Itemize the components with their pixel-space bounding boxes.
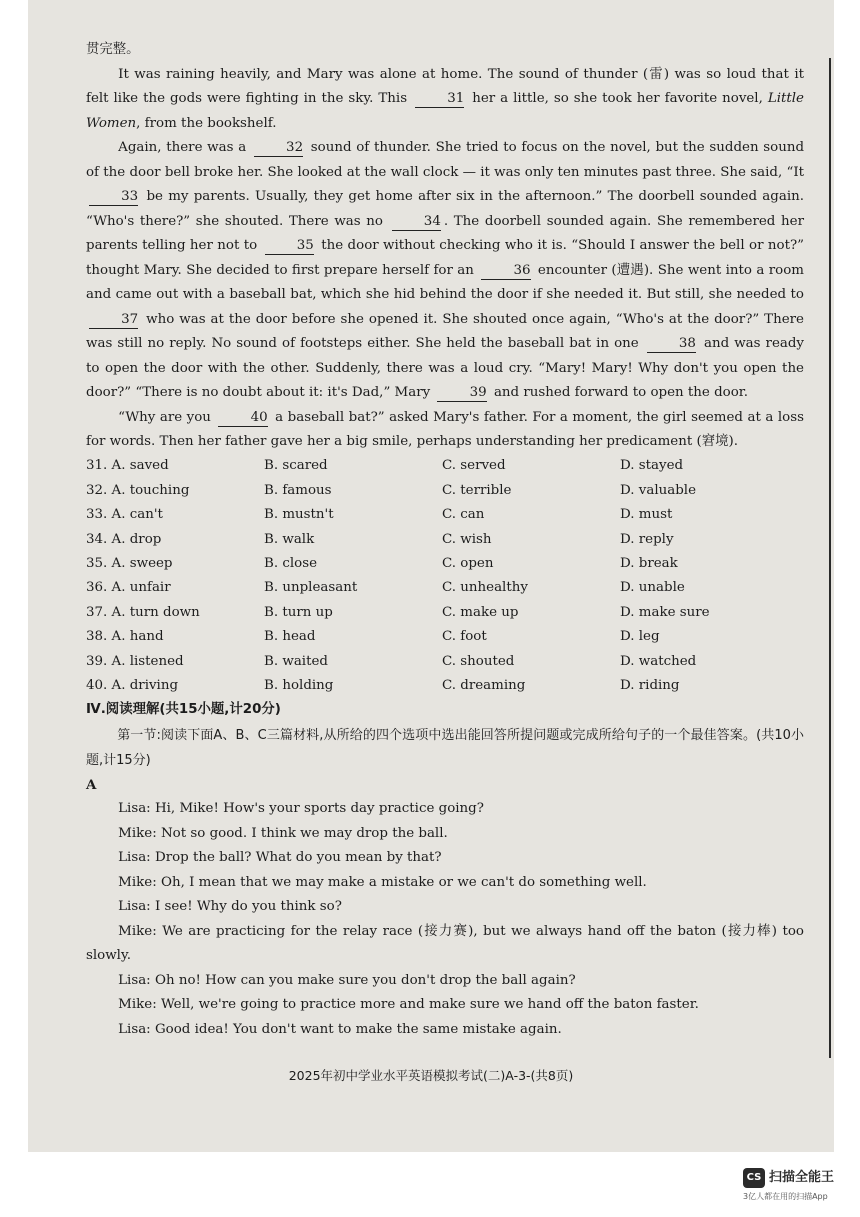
- option-c: C. make up: [442, 604, 519, 620]
- speaker: Mike:: [118, 874, 157, 890]
- speaker: Mike:: [118, 997, 157, 1013]
- option-d: D. watched: [620, 653, 697, 669]
- option-c: C. terrible: [442, 482, 512, 498]
- header-fragment: 贯完整。: [86, 42, 140, 57]
- text-span: It was raining heavily, and Mary was alone at home. The sound of thunder (雷) was so loud that it felt like the gods were fighting in the sky. This: [86, 66, 804, 106]
- option-b: B. walk: [264, 531, 315, 547]
- option-b: B. head: [264, 629, 316, 645]
- option-a: 34. A. drop: [86, 531, 162, 547]
- text-span: and rushed forward to open the door.: [493, 385, 748, 400]
- text-span: encounter (遭遇). She went into a room and came out with a baseball bat, which she hid behind the door if she needed it. But still, she needed to: [86, 262, 804, 302]
- option-a: 37. A. turn down: [86, 604, 200, 620]
- dialog: [86, 797, 804, 1042]
- page-footer: 2025年初中学业水平英语模拟考试(二)A-3-(共8页): [288, 1068, 574, 1083]
- option-c: C. dreaming: [442, 677, 526, 693]
- watermark-name: 扫描全能王: [769, 1170, 835, 1185]
- option-row: [86, 601, 804, 625]
- option-a: 35. A. sweep: [86, 556, 173, 572]
- option-a: 33. A. can't: [86, 507, 163, 523]
- blank-35: 35: [265, 238, 314, 255]
- option-c: C. open: [442, 556, 494, 572]
- option-b: B. mustn't: [264, 507, 334, 523]
- text-span: a baseball bat?” asked Mary's father. For a moment, the girl seemed at a loss for words. Then her father gave her a big smile, perhaps understanding her predicament (窘境).: [86, 409, 804, 449]
- speaker: Lisa:: [118, 972, 151, 988]
- option-c: C. shouted: [442, 653, 515, 669]
- option-row: [86, 479, 804, 503]
- option-d: D. break: [620, 556, 678, 572]
- speaker: Lisa:: [118, 1021, 151, 1037]
- option-d: D. riding: [620, 677, 680, 693]
- dialog-line: [86, 871, 804, 896]
- blank-32: 32: [254, 140, 303, 157]
- dialog-text: Not so good. I think we may drop the ball.: [160, 825, 448, 841]
- option-a: 40. A. driving: [86, 677, 179, 693]
- watermark-tagline: 3亿人都在用的扫描App: [743, 1192, 828, 1201]
- dialog-text: Good idea! You don't want to make the same mistake again.: [154, 1021, 562, 1037]
- answer-options: [86, 455, 804, 699]
- dialog-line: [86, 993, 804, 1018]
- scanner-watermark: [743, 1166, 843, 1206]
- blank-36: 36: [481, 263, 530, 280]
- text-span: , from the bookshelf.: [136, 115, 277, 131]
- option-c: C. foot: [442, 629, 487, 645]
- option-d: D. reply: [620, 531, 674, 547]
- text-span: be my parents. Usually, they get home after six in the afternoon.” The doorbell sounded again. “Who's there?” she shouted. There was no: [86, 189, 804, 229]
- option-row: [86, 528, 804, 552]
- option-b: B. turn up: [264, 604, 333, 620]
- dialog-line: [86, 920, 804, 969]
- option-row: [86, 576, 804, 600]
- cs-logo-icon: CS: [743, 1168, 765, 1188]
- option-b: B. close: [264, 556, 317, 572]
- dialog-line: [86, 797, 804, 822]
- option-d: D. must: [620, 507, 673, 523]
- option-d: D. valuable: [620, 482, 696, 498]
- option-c: C. unhealthy: [442, 580, 528, 596]
- dialog-line: [86, 1018, 804, 1043]
- blank-31: 31: [415, 91, 464, 108]
- section-heading: Ⅳ.阅读理解(共15小题,计20分): [86, 702, 281, 718]
- passage-paragraph-3: [86, 406, 804, 455]
- dialog-line: [86, 969, 804, 994]
- option-row: [86, 650, 804, 674]
- option-b: B. scared: [264, 458, 328, 474]
- dialog-text: Drop the ball? What do you mean by that?: [154, 850, 442, 866]
- text-span: who was at the door before she opened it. She shouted once again, “Who's at the door?” There was still no reply. No sound of footsteps either. She held the baseball bat in one: [86, 311, 804, 351]
- passage-label: A: [86, 776, 97, 793]
- option-a: 38. A. hand: [86, 629, 164, 645]
- option-d: D. unable: [620, 580, 685, 596]
- blank-39: 39: [437, 385, 486, 402]
- passage-paragraph-1: [86, 63, 804, 137]
- option-d: D. make sure: [620, 604, 710, 620]
- speaker: Lisa:: [118, 850, 151, 866]
- text-span: and was ready to open the door with the other. Suddenly, there was a loud cry. “Mary! Mary! Why don't you open the door?” “There is no doubt about it: it's Dad,” Mary: [86, 336, 804, 400]
- speaker: Mike:: [118, 825, 157, 841]
- dialog-text: Hi, Mike! How's your sports day practice going?: [154, 801, 484, 817]
- option-b: B. holding: [264, 677, 334, 693]
- option-row: [86, 503, 804, 527]
- option-d: D. leg: [620, 629, 660, 645]
- passage-paragraph-2: [86, 136, 804, 406]
- dialog-line: [86, 846, 804, 871]
- option-a: 36. A. unfair: [86, 580, 171, 596]
- blank-37: 37: [89, 312, 138, 329]
- option-c: C. wish: [442, 531, 492, 547]
- text-span: sound of thunder. She tried to focus on the novel, but the sudden sound of the door bell broke her. She looked at the wall clock — it was only ten minutes past three. She said, “It: [86, 140, 805, 180]
- option-b: B. waited: [264, 653, 328, 669]
- option-a: 39. A. listened: [86, 653, 184, 669]
- text-span: Again, there was a: [118, 140, 247, 155]
- dialog-line: [86, 895, 804, 920]
- dialog-text: Oh no! How can you make sure you don't drop the ball again?: [154, 972, 576, 988]
- option-d: D. stayed: [620, 458, 684, 474]
- dialog-text: Oh, I mean that we may make a mistake or we can't do something well.: [160, 874, 647, 890]
- blank-33: 33: [89, 189, 138, 206]
- exam-content: [86, 38, 804, 1042]
- text-span: “Why are you: [118, 409, 211, 425]
- option-c: C. served: [442, 458, 506, 474]
- blank-34: 34: [392, 214, 441, 231]
- option-c: C. can: [442, 507, 485, 523]
- section-instruction: 第一节:阅读下面A、B、C三篇材料,从所给的四个选项中选出能回答所提问题或完成所给句子的一个最佳答案。(共10小题,计15分): [86, 727, 804, 768]
- option-row: [86, 674, 804, 698]
- dialog-text: We are practicing for the relay race (接力赛), but we always hand off the baton (接力棒) too slowly.: [86, 923, 804, 964]
- option-b: B. famous: [264, 482, 332, 498]
- speaker: Mike:: [118, 923, 157, 939]
- text-span: the door without checking who it is. “Should I answer the bell or not?” thought Mary. She decided to first prepare herself for an: [86, 238, 804, 278]
- blank-38: 38: [647, 336, 696, 353]
- option-a: 31. A. saved: [86, 458, 169, 474]
- dialog-text: I see! Why do you think so?: [154, 899, 342, 915]
- option-row: [86, 552, 804, 576]
- option-a: 32. A. touching: [86, 482, 190, 498]
- speaker: Lisa:: [118, 899, 151, 915]
- dialog-line: [86, 822, 804, 847]
- novel-title: Little Women: [86, 91, 804, 131]
- option-b: B. unpleasant: [264, 580, 358, 596]
- dialog-text: Well, we're going to practice more and make sure we hand off the baton faster.: [160, 997, 699, 1013]
- blank-40: 40: [218, 410, 267, 427]
- text-span: her a little, so she took her favorite novel,: [472, 91, 763, 106]
- speaker: Lisa:: [118, 801, 151, 817]
- page-edge-line: [829, 58, 831, 1058]
- text-span: . The doorbell sounded again. She remembered her parents telling her not to: [86, 213, 804, 253]
- option-row: [86, 625, 804, 649]
- option-row: [86, 455, 804, 479]
